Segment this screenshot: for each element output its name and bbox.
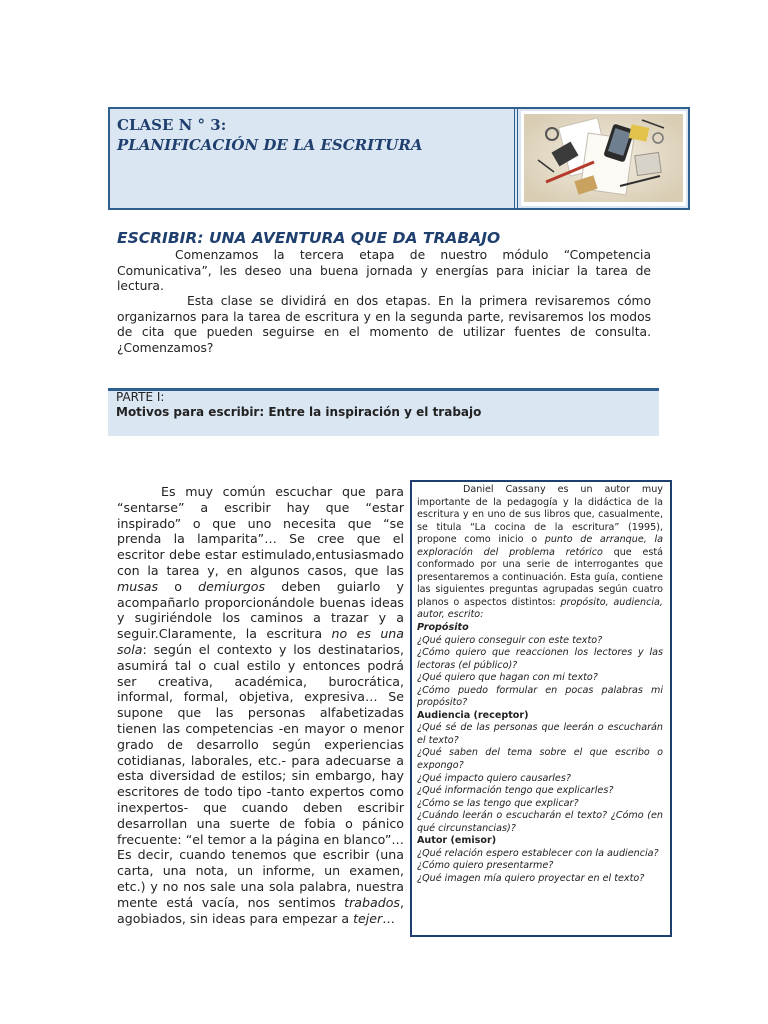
header-divider: [514, 107, 518, 210]
heading-proposito: Propósito: [417, 622, 469, 634]
cassany-intro: [417, 484, 663, 622]
cassany-content: [417, 484, 663, 886]
collage-illustration-icon: [524, 114, 683, 202]
parte-title: Motivos para escribir: Entre la inspiración y el trabajo: [116, 405, 482, 419]
intro-paragraph-1: Comenzamos la tercera etapa de nuestro módulo “Competencia Comunicativa”, les deseo una buena jornada y energías para iniciar la tarea de lectura.: [117, 248, 651, 293]
heading-autor: Autor (emisor): [417, 835, 497, 847]
clase-number: CLASE N ° 3:: [117, 116, 227, 134]
question-item: ¿Cómo se las tengo que explicar?: [417, 797, 579, 809]
cassany-text-segment: que está conformado por una serie de interrogantes que presentaremos a continuación. Esta guía, contiene las siguientes preguntas agrupadas según cuatro planos o aspectos distintos:: [417, 546, 664, 608]
emphasis-musas: musas: [117, 578, 159, 594]
cassany-emphasis: propósito, audiencia, autor, escrito:: [417, 596, 663, 621]
section-heading: ESCRIBIR: UNA AVENTURA QUE DA TRABAJO: [117, 229, 501, 247]
question-item: ¿Qué imagen mía quiero proyectar en el texto?: [417, 872, 645, 884]
clase-title: PLANIFICACIÓN DE LA ESCRITURA: [117, 136, 423, 154]
question-item: ¿Qué saben del tema sobre el que escribo o expongo?: [417, 747, 663, 772]
emphasis-trabados: trabados: [344, 894, 400, 910]
body-paragraph: [117, 484, 404, 926]
body-text-segment: : según el contexto y los destinatarios, asumirá tal o cual estilo y entonces podrá ser creativa, académica, burocrática, informal, formal, objetiva, expresiva… Se supone que las personas alfabetizadas tienen las competencias -en mayor o menor grado de desarrollo según experiencias cotidianas, laborales, etc.- para adecuarse a esta diversidad de estilos; sin embargo, hay escritores de todo tipo -tanto expertos como inexpertos- que cuando deben escribir desarrollan una suerte de fobia o pánico frecuente: “el temor a la página en blanco”… Es decir, cuando tenemos que escribir (una carta, una nota, un informe, un examen, etc.) y no nos sale una sola palabra, nuestra mente está vacía, nos sentimos: [117, 641, 404, 910]
parte-label: PARTE I:: [116, 390, 165, 404]
question-item: ¿Qué impacto quiero causarles?: [417, 772, 571, 784]
question-item: ¿Cómo quiero que reaccionen los lectores y las lectoras (el público)?: [417, 647, 663, 671]
question-item: ¿Cómo quiero presentarme?: [417, 860, 554, 872]
intro-paragraph-2: Esta clase se dividirá en dos etapas. En la primera revisaremos cómo organizarnos para la tarea de escritura y en la segunda parte, revisaremos los modos de cita que pueden seguirse en el momento de utilizar fuentes de consulta. ¿Comenzamos?: [117, 294, 651, 355]
question-item: ¿Qué quiero que hagan con mi texto?: [417, 672, 598, 684]
body-text-segment: deben guiarlo y acompañarlo proporcionándole buenas ideas y sugiriéndole los caminos a trazar y a seguir.Claramente, la escritura: [117, 578, 404, 642]
cassany-text-segment: Daniel Cassany es un autor muy importante de la pedagogía y la didáctica de la escritura y en uno de sus libros que, casualmente, se titula “La cocina de la escritura” (1995), propone como inicio o: [417, 484, 663, 546]
emphasis-demiurgos: demiurgos: [198, 578, 266, 594]
body-text-segment: o: [158, 578, 199, 594]
question-item: ¿Qué quiero conseguir con este texto?: [417, 634, 603, 646]
question-item: ¿Qué información tengo que explicarles?: [417, 785, 614, 797]
question-item: ¿Qué sé de las personas que leerán o escucharán el texto?: [417, 722, 663, 746]
question-item: ¿Qué relación espero establecer con la audiencia?: [417, 847, 659, 859]
heading-audiencia: Audiencia (receptor): [417, 709, 529, 721]
emphasis-no-es-una-sola: no es una sola: [117, 626, 404, 657]
question-item: ¿Cómo puedo formular en pocas palabras mi propósito?: [417, 684, 663, 709]
cassany-emphasis: punto de arranque, la exploración del problema retórico: [417, 534, 663, 558]
body-text-segment: , agobiados, sin ideas para empezar a: [117, 894, 404, 926]
question-item: ¿Cuándo leerán o escucharán el texto? ¿Cómo (en qué circunstancias)?: [417, 810, 663, 834]
body-text-segment: Es muy común escuchar que para “sentarse” a escribir hay que “estar inspirado” o que uno necesita que “se prenda la lamparita”… Se cree que el escritor debe estar estimulado,entusiasmado con la tarea y, en algunos casos, que las: [117, 484, 404, 578]
body-text-segment: …: [382, 910, 395, 926]
emphasis-tejer: tejer: [353, 910, 383, 926]
